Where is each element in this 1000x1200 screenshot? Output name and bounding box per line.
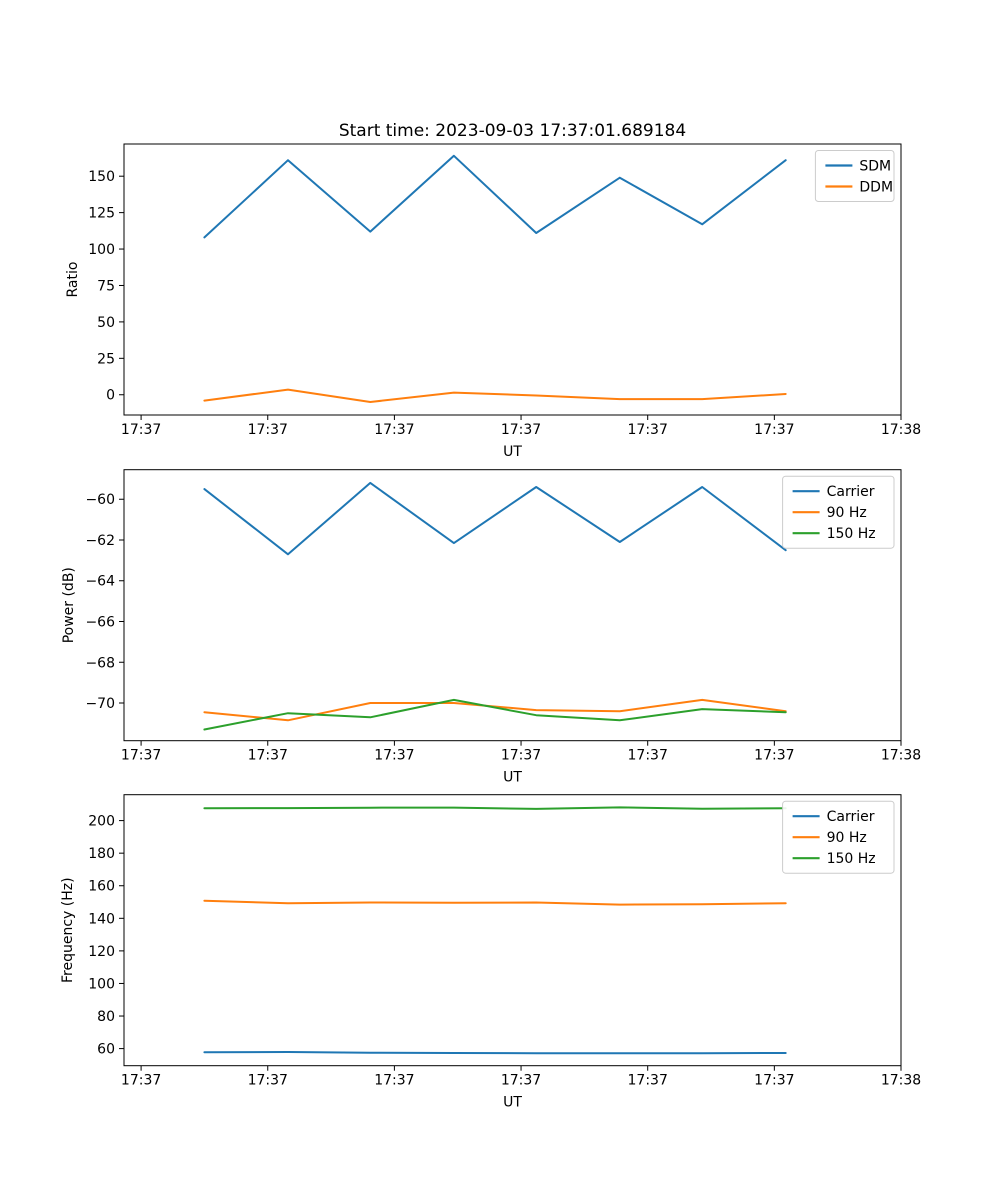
y-tick-label: 180 (88, 846, 115, 863)
x-tick-label: 17:37 (374, 747, 415, 764)
x-tick-label: 17:37 (374, 1072, 415, 1089)
legend-label-ddm: DDM (859, 179, 894, 196)
x-tick-label: 17:37 (754, 747, 795, 764)
x-tick-label: 17:37 (754, 422, 795, 438)
y-tick-label: 50 (97, 314, 115, 331)
y-axis-label: Ratio (65, 261, 81, 298)
y-tick-label: 120 (88, 943, 115, 960)
y-tick-label: −60 (85, 492, 115, 509)
legend (783, 476, 894, 548)
y-tick-label: 100 (88, 242, 115, 259)
y-tick-label: 75 (97, 278, 115, 295)
y-tick-label: 160 (88, 878, 115, 895)
x-tick-label: 17:38 (880, 1072, 922, 1089)
legend (815, 151, 894, 202)
y-tick-label: 60 (97, 1041, 115, 1058)
series-line-150-hz (204, 807, 785, 809)
x-tick-label: 17:37 (374, 422, 415, 438)
x-axis-label: UT (503, 1094, 522, 1111)
x-tick-label: 17:37 (247, 422, 288, 438)
y-tick-label: −64 (85, 573, 115, 590)
y-axis-label: Frequency (Hz) (60, 877, 76, 983)
legend (783, 801, 894, 873)
y-tick-label: −62 (85, 532, 115, 549)
y-tick-label: 140 (88, 911, 115, 928)
series-line-150-hz (204, 700, 785, 730)
x-axis-label: UT (503, 769, 522, 786)
y-tick-label: −68 (85, 655, 115, 672)
series-line-sdm (204, 156, 785, 238)
plot-frame (124, 144, 901, 415)
x-tick-label: 17:37 (120, 747, 162, 764)
legend-label-sdm: SDM (859, 158, 892, 175)
x-tick-label: 17:37 (500, 1072, 542, 1089)
x-tick-label: 17:37 (627, 747, 668, 764)
subplot-ratio (65, 144, 921, 460)
legend-label-150-hz: 150 Hz (826, 851, 876, 868)
legend-label-150-hz: 150 Hz (826, 526, 876, 543)
x-tick-label: 17:37 (627, 422, 668, 438)
x-tick-label: 17:37 (754, 1072, 795, 1089)
subplot-frequency-hz (60, 795, 921, 1111)
series-line-carrier (204, 483, 785, 554)
x-tick-label: 17:37 (500, 422, 542, 438)
y-tick-label: −70 (85, 696, 115, 713)
y-tick-label: 80 (97, 1009, 115, 1026)
series-line-90-hz (204, 901, 785, 905)
y-axis-label: Power (dB) (61, 567, 77, 644)
x-axis-label: UT (503, 444, 522, 460)
x-tick-label: 17:38 (880, 747, 922, 764)
legend-label-carrier: Carrier (826, 484, 875, 501)
y-tick-label: −66 (85, 614, 115, 631)
y-tick-label: 150 (88, 169, 115, 186)
legend-label-90-hz: 90 Hz (826, 830, 867, 847)
x-tick-label: 17:37 (120, 1072, 162, 1089)
subplot-power-db (61, 470, 921, 786)
legend-label-90-hz: 90 Hz (826, 505, 867, 522)
y-tick-label: 125 (88, 205, 115, 222)
y-tick-label: 100 (88, 976, 115, 993)
figure-title: Start time: 2023-09-03 17:37:01.689184 (338, 121, 687, 141)
y-tick-label: 0 (106, 387, 115, 404)
x-tick-label: 17:38 (880, 422, 922, 438)
series-line-carrier (204, 1052, 785, 1053)
x-tick-label: 17:37 (120, 422, 162, 438)
legend-label-carrier: Carrier (826, 809, 875, 826)
x-tick-label: 17:37 (247, 747, 288, 764)
y-tick-label: 25 (97, 351, 115, 368)
x-tick-label: 17:37 (500, 747, 542, 764)
y-tick-label: 200 (88, 813, 115, 830)
x-tick-label: 17:37 (627, 1072, 668, 1089)
x-tick-label: 17:37 (247, 1072, 288, 1089)
series-line-ddm (204, 390, 785, 402)
